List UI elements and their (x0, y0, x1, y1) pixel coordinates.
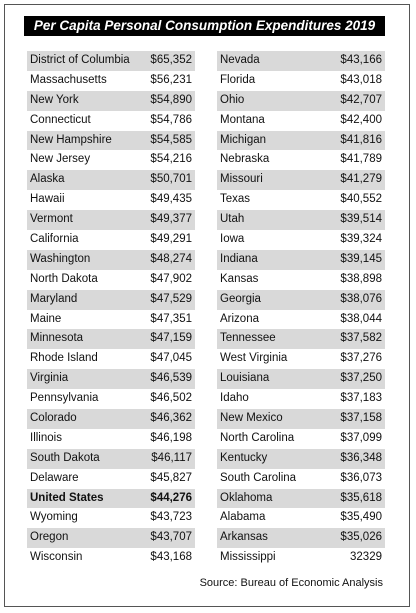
table-column-right (217, 51, 385, 568)
table-row (217, 528, 385, 548)
state-name: Texas (220, 193, 251, 206)
table-row (217, 111, 385, 131)
expenditure-value: $39,324 (340, 233, 382, 246)
state-name: Michigan (220, 133, 267, 146)
expenditure-value: $38,898 (340, 272, 382, 285)
expenditure-value: $46,362 (150, 412, 192, 425)
state-name: Massachusetts (30, 73, 107, 86)
table-row (27, 170, 195, 190)
table-row (27, 270, 195, 290)
expenditure-value: $48,274 (150, 252, 192, 265)
state-name: Idaho (220, 392, 249, 405)
state-name: Florida (220, 73, 256, 86)
state-name: Ohio (220, 93, 245, 106)
state-name: Illinois (30, 431, 62, 444)
expenditure-value: $45,827 (150, 471, 192, 484)
table-row (217, 469, 385, 489)
table-row (27, 91, 195, 111)
expenditure-value: $65,352 (150, 54, 192, 66)
table-row (217, 51, 385, 71)
table-row (217, 290, 385, 310)
expenditure-value: $35,490 (340, 511, 382, 524)
expenditure-value: $54,786 (150, 113, 192, 126)
table-row (27, 51, 195, 71)
table-row (27, 508, 195, 528)
expenditure-value: $35,026 (340, 531, 382, 544)
expenditure-value: $37,158 (340, 412, 382, 425)
state-name: Kentucky (220, 451, 268, 464)
state-name: Nebraska (220, 153, 270, 166)
table-row (27, 369, 195, 389)
table-row (27, 310, 195, 330)
table-row (27, 429, 195, 449)
table-row (27, 329, 195, 349)
state-name: West Virginia (220, 352, 288, 365)
expenditure-value: 32329 (350, 551, 382, 564)
expenditure-value: $54,216 (150, 153, 192, 166)
expenditure-value: $47,045 (150, 352, 192, 365)
table-row (217, 548, 385, 568)
table-column-left (27, 51, 195, 568)
expenditure-value: $37,276 (340, 352, 382, 365)
expenditure-value: $47,902 (150, 272, 192, 285)
table-row (217, 71, 385, 91)
expenditure-value: $41,279 (340, 173, 382, 186)
state-name: Wyoming (30, 511, 78, 524)
state-name: Indiana (220, 252, 258, 265)
state-name: Iowa (220, 233, 245, 246)
expenditure-value: $44,276 (150, 491, 192, 504)
source-note: Source: Bureau of Economic Analysis (199, 577, 383, 589)
state-name: Nevada (220, 54, 260, 66)
expenditure-value: $41,816 (340, 133, 382, 146)
state-name: Connecticut (30, 113, 91, 126)
state-name: Maryland (30, 292, 78, 305)
expenditure-value: $37,250 (340, 372, 382, 385)
state-name: Hawaii (30, 193, 65, 206)
table-row (217, 230, 385, 250)
state-name: Delaware (30, 471, 79, 484)
expenditure-value: $38,044 (340, 312, 382, 325)
state-name: Mississippi (220, 551, 276, 564)
state-name: Louisiana (220, 372, 270, 385)
expenditure-value: $41,789 (340, 153, 382, 166)
table-row (27, 250, 195, 270)
expenditure-value: $36,348 (340, 451, 382, 464)
table-row (217, 190, 385, 210)
expenditure-value: $46,198 (150, 431, 192, 444)
expenditure-value: $54,585 (150, 133, 192, 146)
state-name: Missouri (220, 173, 263, 186)
state-name: New Hampshire (30, 133, 112, 146)
expenditure-value: $50,701 (150, 173, 192, 186)
expenditure-value: $42,400 (340, 113, 382, 126)
table-row (27, 71, 195, 91)
expenditure-value: $56,231 (150, 73, 192, 86)
table-row (217, 409, 385, 429)
table-row (27, 409, 195, 429)
table-row (217, 429, 385, 449)
expenditure-value: $49,435 (150, 193, 192, 206)
table-row (217, 329, 385, 349)
state-name: New Jersey (30, 153, 91, 166)
expenditure-value: $43,168 (150, 551, 192, 564)
expenditure-value: $54,890 (150, 93, 192, 106)
table-row (27, 230, 195, 250)
expenditure-value: $46,539 (150, 372, 192, 385)
state-name: Maine (30, 312, 62, 325)
table-row (27, 349, 195, 369)
state-name: Arizona (220, 312, 259, 325)
state-name: California (30, 233, 79, 246)
table-row (27, 489, 195, 509)
state-name: Kansas (220, 272, 259, 285)
state-name: New Mexico (220, 412, 283, 425)
expenditure-value: $35,618 (340, 491, 382, 504)
state-name: Pennsylvania (30, 392, 99, 405)
expenditure-value: $40,552 (340, 193, 382, 206)
state-name: Tennessee (220, 332, 276, 345)
state-name: Georgia (220, 292, 261, 305)
state-name: District of Columbia (30, 54, 130, 66)
table-row (27, 131, 195, 151)
expenditure-value: $47,159 (150, 332, 192, 345)
table-row (217, 349, 385, 369)
state-name: North Carolina (220, 431, 295, 444)
table-row (27, 210, 195, 230)
expenditure-value: $43,707 (150, 531, 192, 544)
expenditure-value: $42,707 (340, 93, 382, 106)
table-row (27, 528, 195, 548)
chart-title: Per Capita Personal Consumption Expenditures 2019 (24, 16, 385, 36)
expenditure-value: $38,076 (340, 292, 382, 305)
state-name: Colorado (30, 412, 77, 425)
table-row (217, 389, 385, 409)
table-row (27, 389, 195, 409)
state-name: Montana (220, 113, 265, 126)
table-row (217, 489, 385, 509)
table-row (217, 250, 385, 270)
table-row (217, 449, 385, 469)
expenditure-value: $37,183 (340, 392, 382, 405)
expenditure-value: $39,145 (340, 252, 382, 265)
expenditure-value: $43,723 (150, 511, 192, 524)
state-name: Wisconsin (30, 551, 83, 564)
state-name: Oklahoma (220, 491, 273, 504)
expenditure-value: $49,377 (150, 213, 192, 226)
state-name: Oregon (30, 531, 69, 544)
state-name: Virginia (30, 372, 69, 385)
state-name: Utah (220, 213, 245, 226)
expenditure-value: $46,502 (150, 392, 192, 405)
state-name: Rhode Island (30, 352, 98, 365)
table-row (27, 190, 195, 210)
table-row (27, 111, 195, 131)
expenditure-value: $43,018 (340, 73, 382, 86)
state-name: Minnesota (30, 332, 84, 345)
table-row (217, 150, 385, 170)
table-row (217, 508, 385, 528)
expenditure-value: $43,166 (340, 54, 382, 66)
state-name: Vermont (30, 213, 73, 226)
expenditure-value: $37,099 (340, 431, 382, 444)
table-row (217, 170, 385, 190)
state-name: North Dakota (30, 272, 98, 285)
state-name: United States (30, 491, 104, 504)
state-name: Arkansas (220, 531, 268, 544)
table-row (217, 91, 385, 111)
expenditure-value: $47,529 (150, 292, 192, 305)
table-row (27, 290, 195, 310)
expenditure-value: $39,514 (340, 213, 382, 226)
state-name: Alabama (220, 511, 266, 524)
state-name: Alaska (30, 173, 65, 186)
state-name: Washington (30, 252, 91, 265)
table-row (27, 469, 195, 489)
expenditure-value: $47,351 (150, 312, 192, 325)
table-row (27, 150, 195, 170)
table-row (217, 310, 385, 330)
table-row (217, 270, 385, 290)
expenditure-value: $46,117 (151, 451, 192, 464)
table-row (217, 369, 385, 389)
state-name: New York (30, 93, 79, 106)
table-row (27, 449, 195, 469)
expenditure-value: $49,291 (150, 233, 192, 246)
state-name: South Carolina (220, 471, 297, 484)
table-row (217, 210, 385, 230)
table-row (217, 131, 385, 151)
expenditure-value: $37,582 (340, 332, 382, 345)
table-row (27, 548, 195, 568)
state-name: South Dakota (30, 451, 100, 464)
expenditure-value: $36,073 (340, 471, 382, 484)
